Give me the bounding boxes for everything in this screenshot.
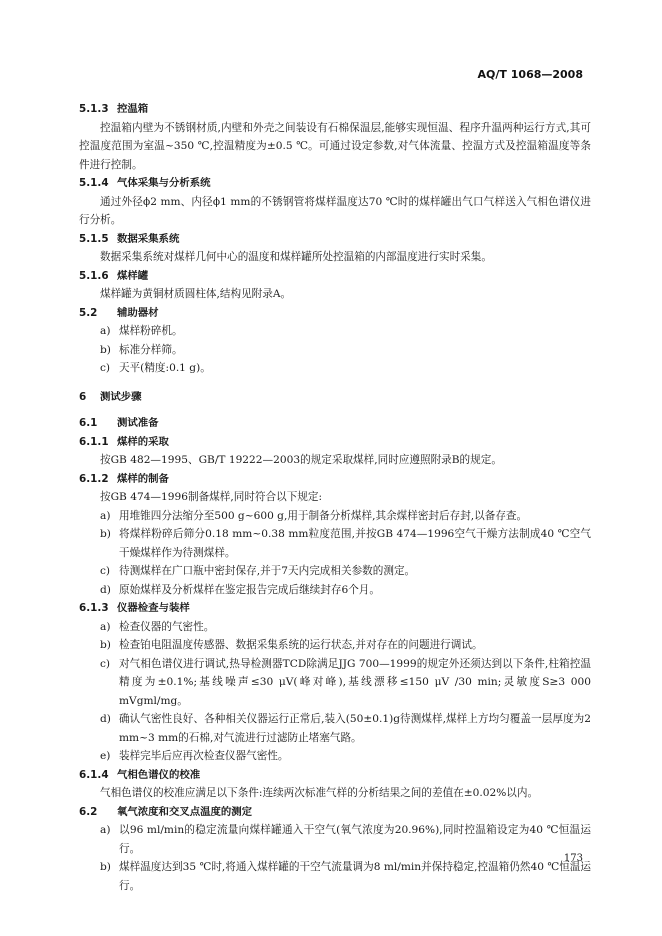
list-item-text: 将煤样粉碎后筛分0.18 mm~0.38 mm粒度范围,并按GB 474—1996空气干燥方法制成40 ℃空气干燥煤样作为待测煤样。 [119,528,591,559]
list-marker: b) [100,343,111,356]
section-title: 控温箱 [117,103,149,115]
section-heading-5-2 [79,304,591,323]
list-item [79,710,591,747]
list-item [79,322,591,341]
list-item [79,636,591,655]
list-marker: c) [100,362,111,374]
list-item [79,525,591,562]
list-item [79,655,591,711]
section-title: 煤样的采取 [117,435,169,448]
section-number: 6.1.2 [79,472,109,485]
list-item-text: 煤样粉碎机。 [119,325,183,337]
list-item [79,341,591,360]
section-heading-6-1-2 [79,470,591,489]
section-number: 5.1.4 [79,177,109,189]
section-paragraph: 通过外径ϕ2 mm、内径ϕ1 mm的不锈钢管将煤样温度达70 ℃时的煤样罐出气口气样送入气相色谱仪进行分析。 [79,195,591,226]
section-title: 煤样的制备 [117,472,169,485]
page-number: 173 [563,853,583,864]
list-item-text: 天平(精度:0.1 g)。 [119,362,211,374]
list-marker: a) [100,509,111,522]
list-item [79,581,591,600]
list-item [79,618,591,637]
list-marker: d) [100,583,111,596]
section-number: 6.2 [79,805,98,818]
section-title: 气体采集与分析系统 [117,177,211,189]
section-number: 5.1.6 [79,269,109,282]
section-title: 煤样罐 [117,269,149,282]
list-marker: a) [100,824,111,836]
section-paragraph: 数据采集系统对煤样几何中心的温度和煤样罐所处控温箱的内部温度进行实时采集。 [100,251,492,263]
section-title: 仪器检查与装样 [117,602,190,614]
list-item-text: 检查仪器的气密性。 [119,620,215,633]
section-heading-5-1-3 [79,100,591,119]
section-title: 测试准备 [117,417,159,429]
section-paragraph: 按GB 474—1996制备煤样,同时符合以下规定: [100,491,323,503]
document-code-header: AQ/T 1068—2008 [477,68,583,81]
list-item [79,747,591,766]
list-item-text: 标准分样筛。 [119,343,183,356]
section-paragraph: 煤样罐为黄铜材质圆柱体,结构见附录A。 [100,288,292,300]
list-item [79,562,591,581]
list-marker: b) [100,639,111,651]
list-item-text: 确认气密性良好、各种相关仪器运行正常后,装入(50±0.1)g待测煤样,煤样上方均匀覆盖一层厚度为2 mm~3 mm的石棉,对气流进行过滤防止堵塞气路。 [119,713,591,744]
list-marker: c) [100,565,111,577]
list-item [79,507,591,526]
section-heading-6-2 [79,803,591,822]
list-marker: b) [100,528,111,540]
section-number: 6.1 [79,417,98,429]
section-heading-6-1-4 [79,766,591,785]
list-marker: e) [100,750,111,762]
section-number: 6 [79,390,87,403]
section-number: 6.1.3 [79,602,109,614]
section-number: 6.1.4 [79,768,109,781]
section-paragraph: 控温箱内壁为不锈钢材质,内壁和外壳之间装设有石棉保温层,能够实现恒温、程序升温两种运行方式,其可控温度范围为室温~350 ℃,控温精度为±0.5 ℃。可通过设定参数,对气体流量、控温方式及控温箱温度等条件进行控制。 [79,121,591,171]
section-heading-5-1-6 [79,267,591,286]
section-title: 氧气浓度和交叉点温度的测定 [117,805,253,818]
list-item [79,821,591,858]
document-body [79,100,591,895]
list-item-text: 装样完毕后应再次检查仪器气密性。 [119,750,289,762]
section-heading-6-1 [79,414,591,433]
list-marker: d) [100,713,111,725]
section-number: 6.1.1 [79,435,109,448]
list-item-text: 用堆锥四分法缩分至500 g~600 g,用于制备分析煤样,其余煤样密封后存封,以备存查。 [119,509,528,522]
section-paragraph: 按GB 482—1995、GB/T 19222—2003的规定采取煤样,同时应遵照附录B的规定。 [100,454,502,466]
section-number: 5.1.5 [79,232,109,245]
section-heading-5-1-5 [79,230,591,249]
list-item-text: 原始煤样及分析煤样在鉴定报告完成后继续封存6个月。 [119,583,380,596]
section-heading-6-1-1 [79,433,591,452]
list-item [79,359,591,378]
section-title: 数据采集系统 [117,232,180,245]
section-paragraph: 气相色谱仪的校准应满足以下条件:连续两次标准气样的分析结果之间的差值在±0.02%以内。 [100,787,539,799]
section-heading-6-1-3 [79,599,591,618]
section-title: 测试步骤 [100,390,142,403]
section-title: 辅助器材 [117,306,159,319]
list-marker: a) [100,325,111,337]
section-heading-5-1-4 [79,174,591,193]
list-marker: b) [100,861,111,873]
list-item-text: 对气相色谱仪进行调试,热导检测器TCD除满足JJG 700—1999的规定外还须达到以下条件,柱箱控温精度为±0.1%;基线噪声≤30 μV(峰对峰),基线漂移≤150 μV /30 min;灵敏度S≥3 000 mVgml/mg。 [119,657,591,707]
section-number: 5.2 [79,306,98,319]
list-item-text: 待测煤样在广口瓶中密封保存,并于7天内完成相关参数的测定。 [119,565,416,577]
list-item-text: 检查铂电阻温度传感器、数据采集系统的运行状态,并对存在的问题进行调试。 [119,639,483,651]
list-marker: a) [100,620,111,633]
list-item-text: 煤样温度达到35 ℃时,将通入煤样罐的干空气流量调为8 ml/min并保持稳定,控温箱仍然40 ℃恒温运行。 [119,861,591,892]
chapter-heading-6 [79,388,591,407]
section-number: 5.1.3 [79,103,109,115]
list-marker: c) [100,657,111,670]
list-item [79,858,591,895]
list-item-text: 以96 ml/min的稳定流量向煤样罐通入干空气(氧气浓度为20.96%),同时控温箱设定为40 ℃恒温运行。 [119,824,591,855]
section-title: 气相色谱仪的校准 [117,768,201,781]
